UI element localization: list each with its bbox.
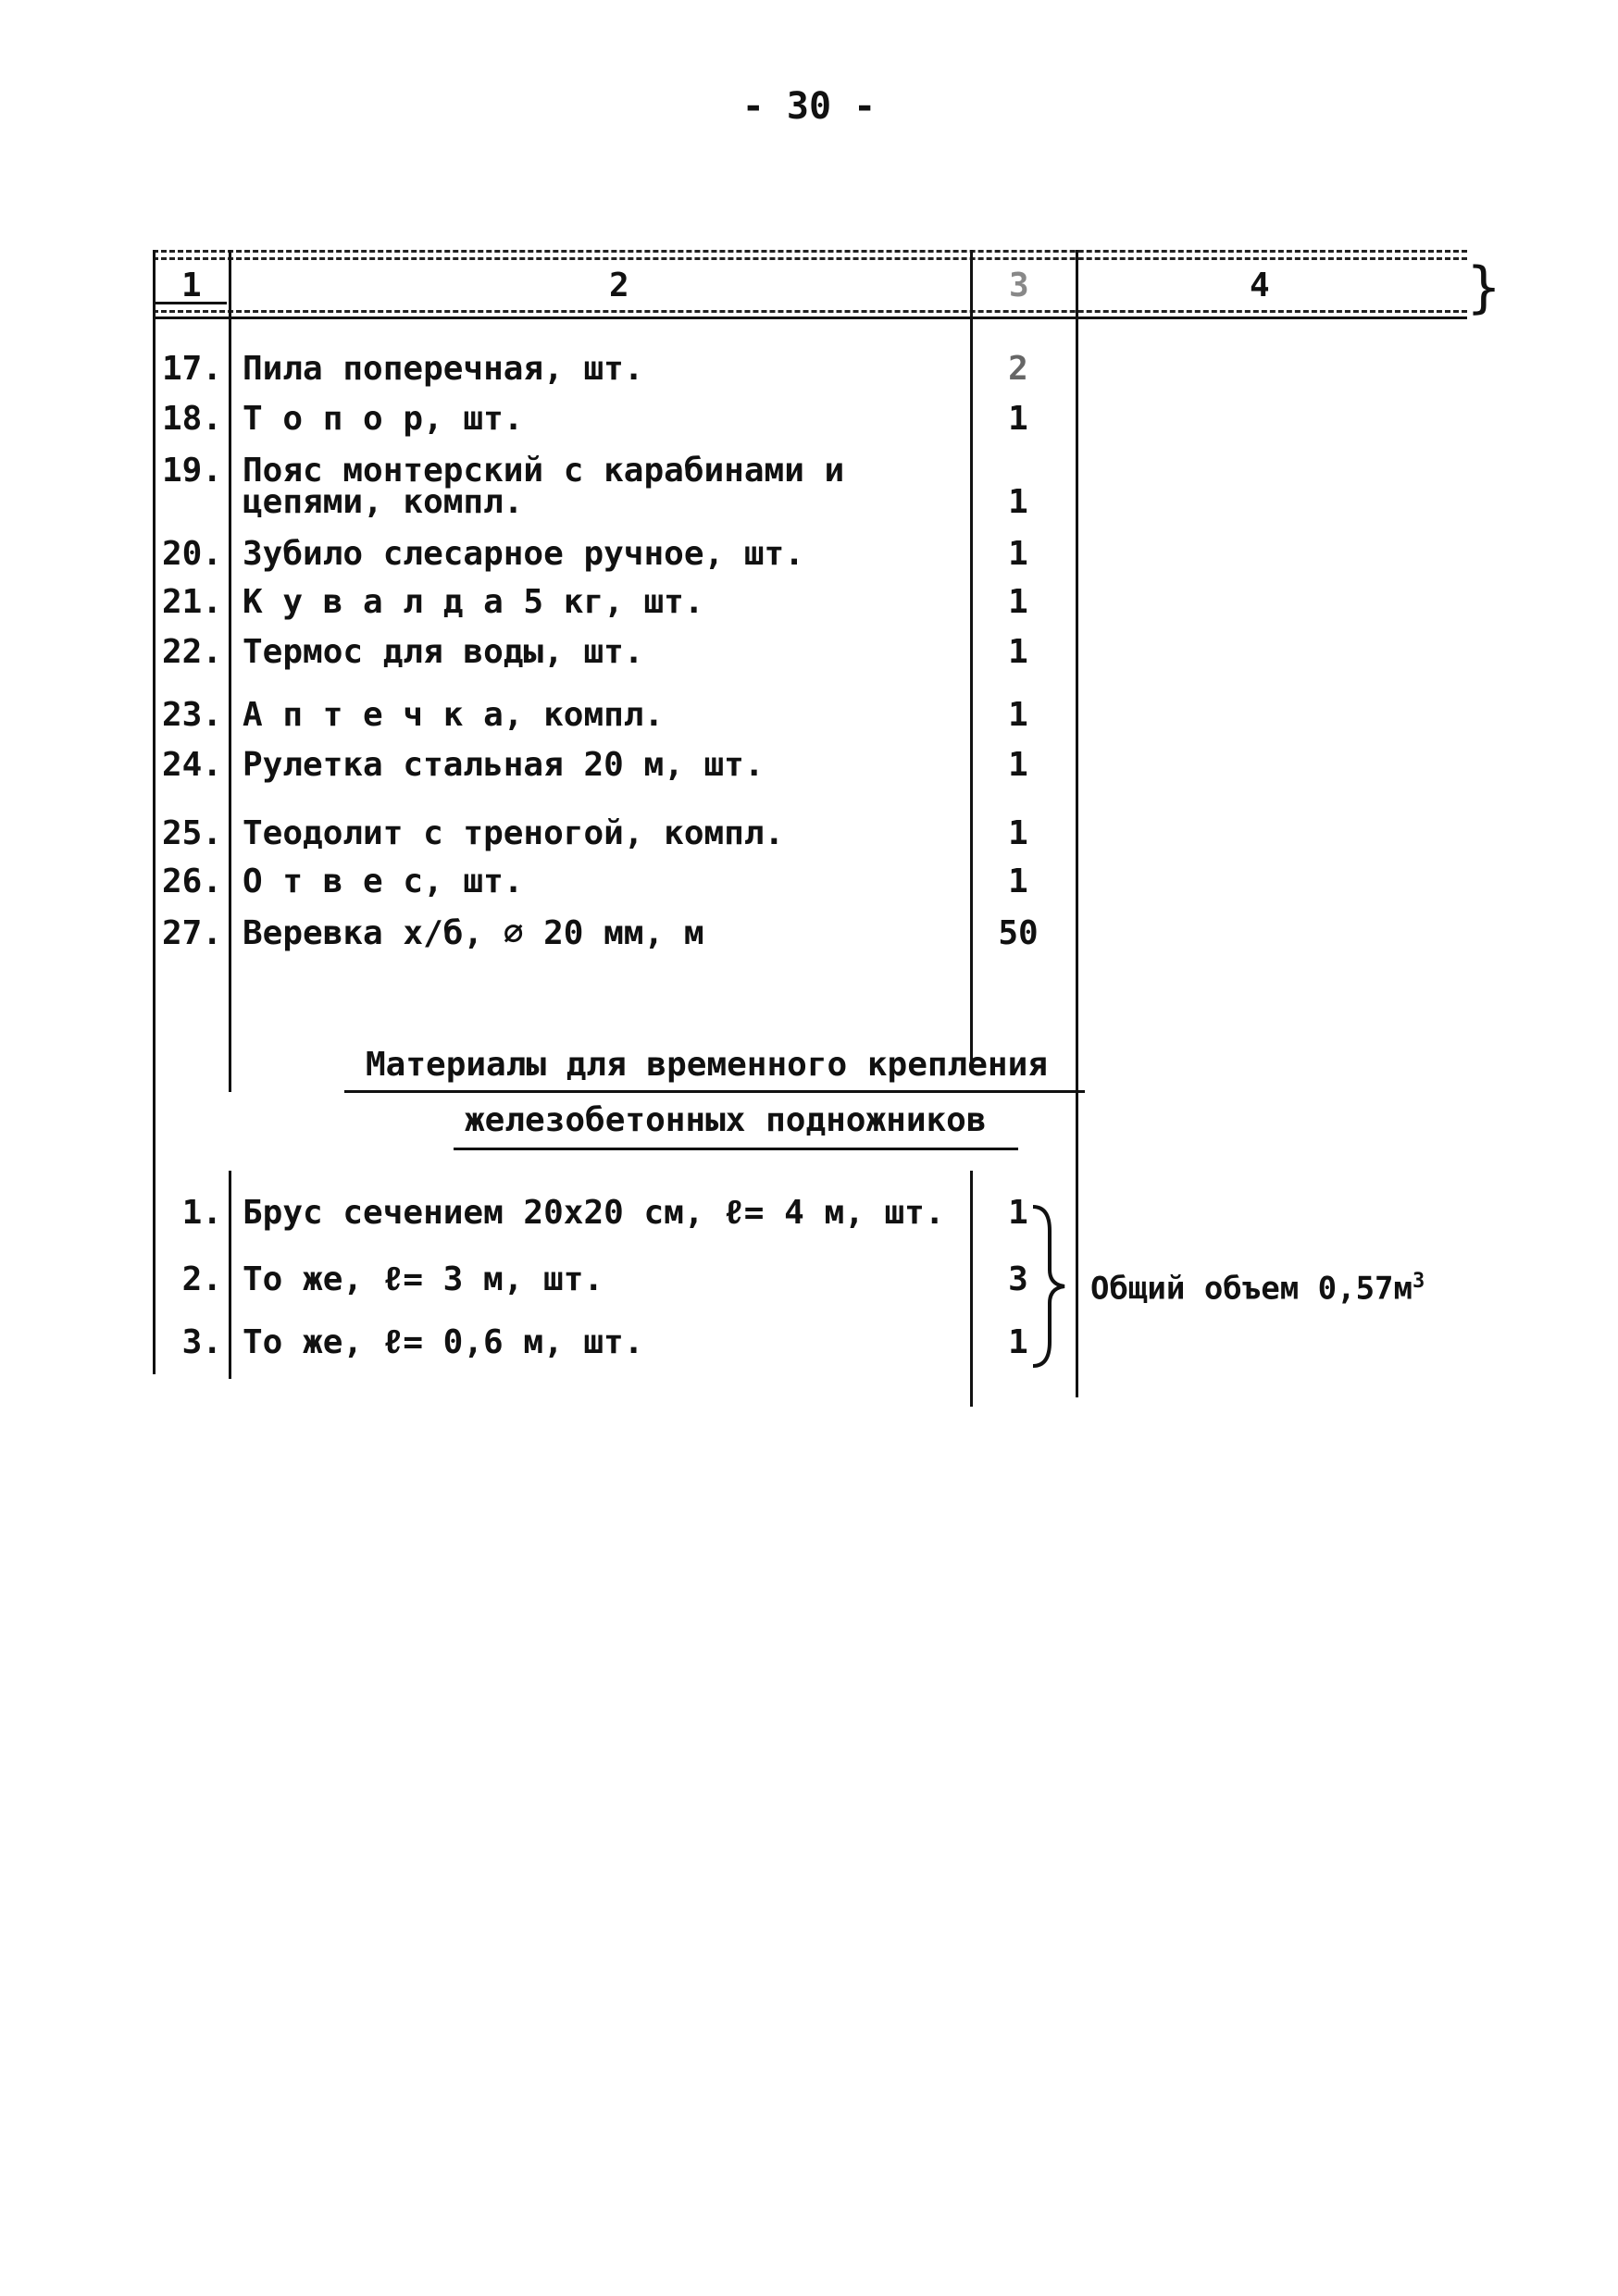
header-top-rule — [153, 250, 1467, 253]
header-bottom-solid-rule — [153, 316, 1467, 319]
row-qty: 1 — [1008, 1194, 1028, 1232]
row-number: 22. — [161, 633, 222, 671]
row-number: 17. — [161, 350, 222, 388]
row-qty: 1 — [1008, 814, 1028, 852]
row-name: Зубило слесарное ручное, шт. — [243, 535, 804, 573]
column-rule-2 — [970, 250, 973, 1064]
row-name-line2: цепями, компл. — [243, 483, 524, 521]
column-rule-1-lower — [229, 1171, 231, 1379]
row-number: 24. — [161, 746, 222, 784]
row-number: 23. — [161, 696, 222, 734]
row-qty: 50 — [998, 914, 1039, 952]
section-title-line2: железобетонных подножников — [465, 1101, 987, 1139]
row-name: А п т е ч к а, компл. — [243, 696, 665, 734]
row-qty: 3 — [1008, 1260, 1028, 1298]
row-number: 18. — [161, 400, 222, 438]
header-col-2: 2 — [609, 267, 629, 304]
column-rule-left — [153, 250, 156, 1374]
row-qty: 2 — [1008, 350, 1028, 388]
row-number: 25. — [161, 814, 222, 852]
header-col-4: 4 — [1250, 267, 1270, 304]
curly-brace — [1026, 1203, 1072, 1370]
row-name: Брус сечением 20х20 см, ℓ= 4 м, шт. — [243, 1194, 945, 1232]
header-col-1: 1 — [181, 267, 202, 304]
row-number: 19. — [161, 452, 222, 490]
row-number: 21. — [161, 583, 222, 621]
row-qty: 1 — [1008, 1323, 1028, 1361]
header-bottom-rule — [153, 310, 1467, 313]
row-qty: 1 — [1008, 535, 1028, 573]
row-name: Пила поперечная, шт. — [243, 350, 644, 388]
remark-superscript: 3 — [1413, 1270, 1425, 1293]
row-name: То же, ℓ= 3 м, шт. — [243, 1260, 604, 1298]
row-number: 3. — [181, 1323, 222, 1361]
row-qty: 1 — [1008, 746, 1028, 784]
row-name: О т в е с, шт. — [243, 863, 524, 900]
header-brace: } — [1467, 255, 1501, 320]
column-rule-1 — [229, 250, 231, 1092]
row-name: Веревка х/б, ∅ 20 мм, м — [243, 914, 704, 952]
row-name: К у в а л д а 5 кг, шт. — [243, 583, 704, 621]
section-title-line1: Материалы для временного крепления — [366, 1046, 1048, 1084]
row-number: 1. — [181, 1194, 222, 1232]
row-qty: 1 — [1008, 863, 1028, 900]
section-title-underline-2 — [454, 1148, 1018, 1150]
page-number: - 30 - — [741, 85, 877, 128]
row-name: Т о п о р, шт. — [243, 400, 524, 438]
row-name: Рулетка стальная 20 м, шт. — [243, 746, 765, 784]
row-qty: 1 — [1008, 633, 1028, 671]
row-name: Термос для воды, шт. — [243, 633, 644, 671]
row-number: 20. — [161, 535, 222, 573]
row-number: 2. — [181, 1260, 222, 1298]
row-qty: 1 — [1008, 696, 1028, 734]
remark-total-volume — [1090, 1270, 1425, 1307]
section-title-underline-1 — [344, 1090, 1085, 1093]
header-top-rule-2 — [153, 257, 1467, 260]
row-number: 27. — [161, 914, 222, 952]
row-name: Теодолит с треногой, компл. — [243, 814, 785, 852]
row-qty: 1 — [1008, 483, 1028, 521]
row-name: Пояс монтерский с карабинами и — [243, 452, 845, 490]
row-name: То же, ℓ= 0,6 м, шт. — [243, 1323, 644, 1361]
row-number: 26. — [161, 863, 222, 900]
row-qty: 1 — [1008, 583, 1028, 621]
column-rule-2-lower — [970, 1171, 973, 1407]
column-rule-3 — [1076, 250, 1078, 1397]
row-qty: 1 — [1008, 400, 1028, 438]
remark-text: Общий объем 0,57м — [1090, 1270, 1413, 1308]
header-col-3: 3 — [1009, 267, 1029, 304]
